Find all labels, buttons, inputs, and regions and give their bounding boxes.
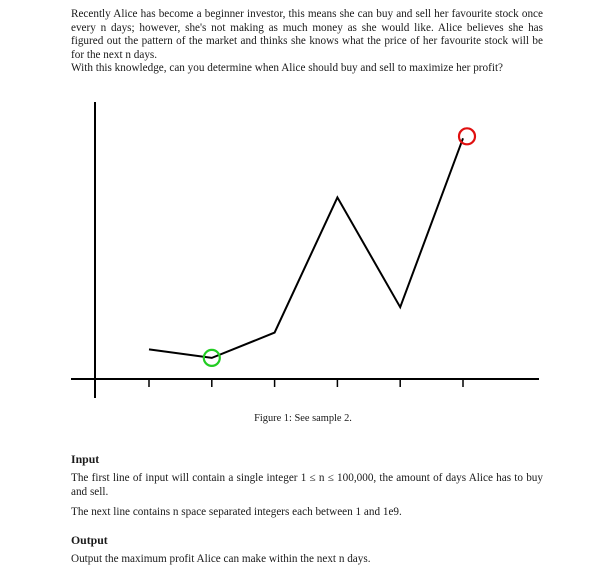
chart-axes: [71, 102, 539, 398]
output-heading: Output: [71, 533, 108, 547]
output-description: Output the maximum profit Alice can make within the next n days.: [71, 553, 371, 565]
figure-caption: Figure 1: See sample 2.: [254, 413, 352, 424]
price-line: [149, 138, 463, 358]
input-heading: Input: [71, 452, 100, 466]
chart-markers: [204, 128, 475, 366]
input-description-2: The next line contains n space separated integers each between 1 and 1e9.: [71, 506, 402, 518]
statement-paragraph-2: With this knowledge, can you determine when Alice should buy and sell to maximize her profit?: [71, 62, 504, 74]
statement-paragraph-1: Recently Alice has become a beginner investor, this means she can buy and sell her favourite stock once every n days; however, she's not making as much money as she would like. Alice believes she has figured out the pattern of the market and thinks she knows what the price of her favourite stock will be for the next n days.: [71, 8, 543, 61]
input-description-1: The first line of input will contain a single integer 1 ≤ n ≤ 100,000, the amount of days Alice has to buy and sell.: [71, 472, 543, 498]
chart-series: [149, 138, 463, 358]
sell-marker-icon: [459, 128, 475, 144]
